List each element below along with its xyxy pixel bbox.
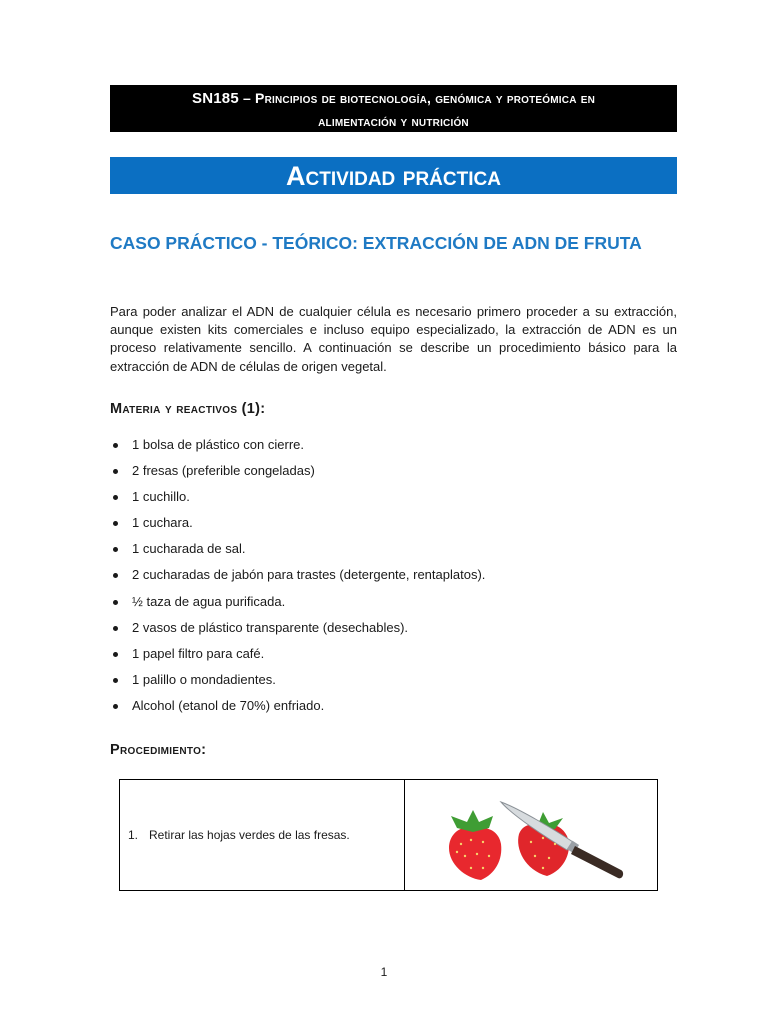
list-item: 2 vasos de plástico transparente (desechables). <box>110 619 677 645</box>
list-item: 1 cuchillo. <box>110 488 677 514</box>
procedure-heading: Procedimiento: <box>110 742 207 758</box>
course-header <box>110 85 677 132</box>
strawberries-knife-icon <box>443 794 643 884</box>
list-item: Alcohol (etanol de 70%) enfriado. <box>110 697 677 723</box>
materials-heading: Materia y reactivos (1): <box>110 401 266 417</box>
step-text-cell <box>120 780 405 890</box>
step-number: 1. <box>128 828 139 842</box>
activity-title: Actividad práctica <box>110 157 677 194</box>
list-item: 2 cucharadas de jabón para trastes (detergente, rentaplatos). <box>110 566 677 592</box>
list-item: 1 bolsa de plástico con cierre. <box>110 436 677 462</box>
list-item: 1 cucharada de sal. <box>110 540 677 566</box>
intro-paragraph: Para poder analizar el ADN de cualquier célula es necesario primero proceder a su extracción, aunque existen kits comerciales e incluso equipo especializado, la extracción de ADN es un proceso relativamente sencillo. A continuación se describe un procedimiento básico para la extracción de ADN de células de origen vegetal. <box>110 304 677 374</box>
list-item: 1 palillo o mondadientes. <box>110 671 677 697</box>
step-image-cell <box>405 780 657 890</box>
materials-list <box>110 436 677 723</box>
course-title-line1: – Principios de biotecnología, genómica y proteómica en <box>238 90 595 106</box>
course-code: SN185 <box>192 90 239 107</box>
procedure-table <box>119 779 658 891</box>
list-item: 1 papel filtro para café. <box>110 645 677 671</box>
step-text: Retirar las hojas verdes de las fresas. <box>149 828 350 842</box>
page-number: 1 <box>380 965 388 979</box>
list-item: ½ taza de agua purificada. <box>110 593 677 619</box>
case-title: CASO PRÁCTICO - TEÓRICO: EXTRACCIÓN DE ADN DE FRUTA <box>110 233 642 253</box>
course-title-line2: alimentación y nutrición <box>318 113 469 129</box>
list-item: 2 fresas (preferible congeladas) <box>110 462 677 488</box>
list-item: 1 cuchara. <box>110 514 677 540</box>
